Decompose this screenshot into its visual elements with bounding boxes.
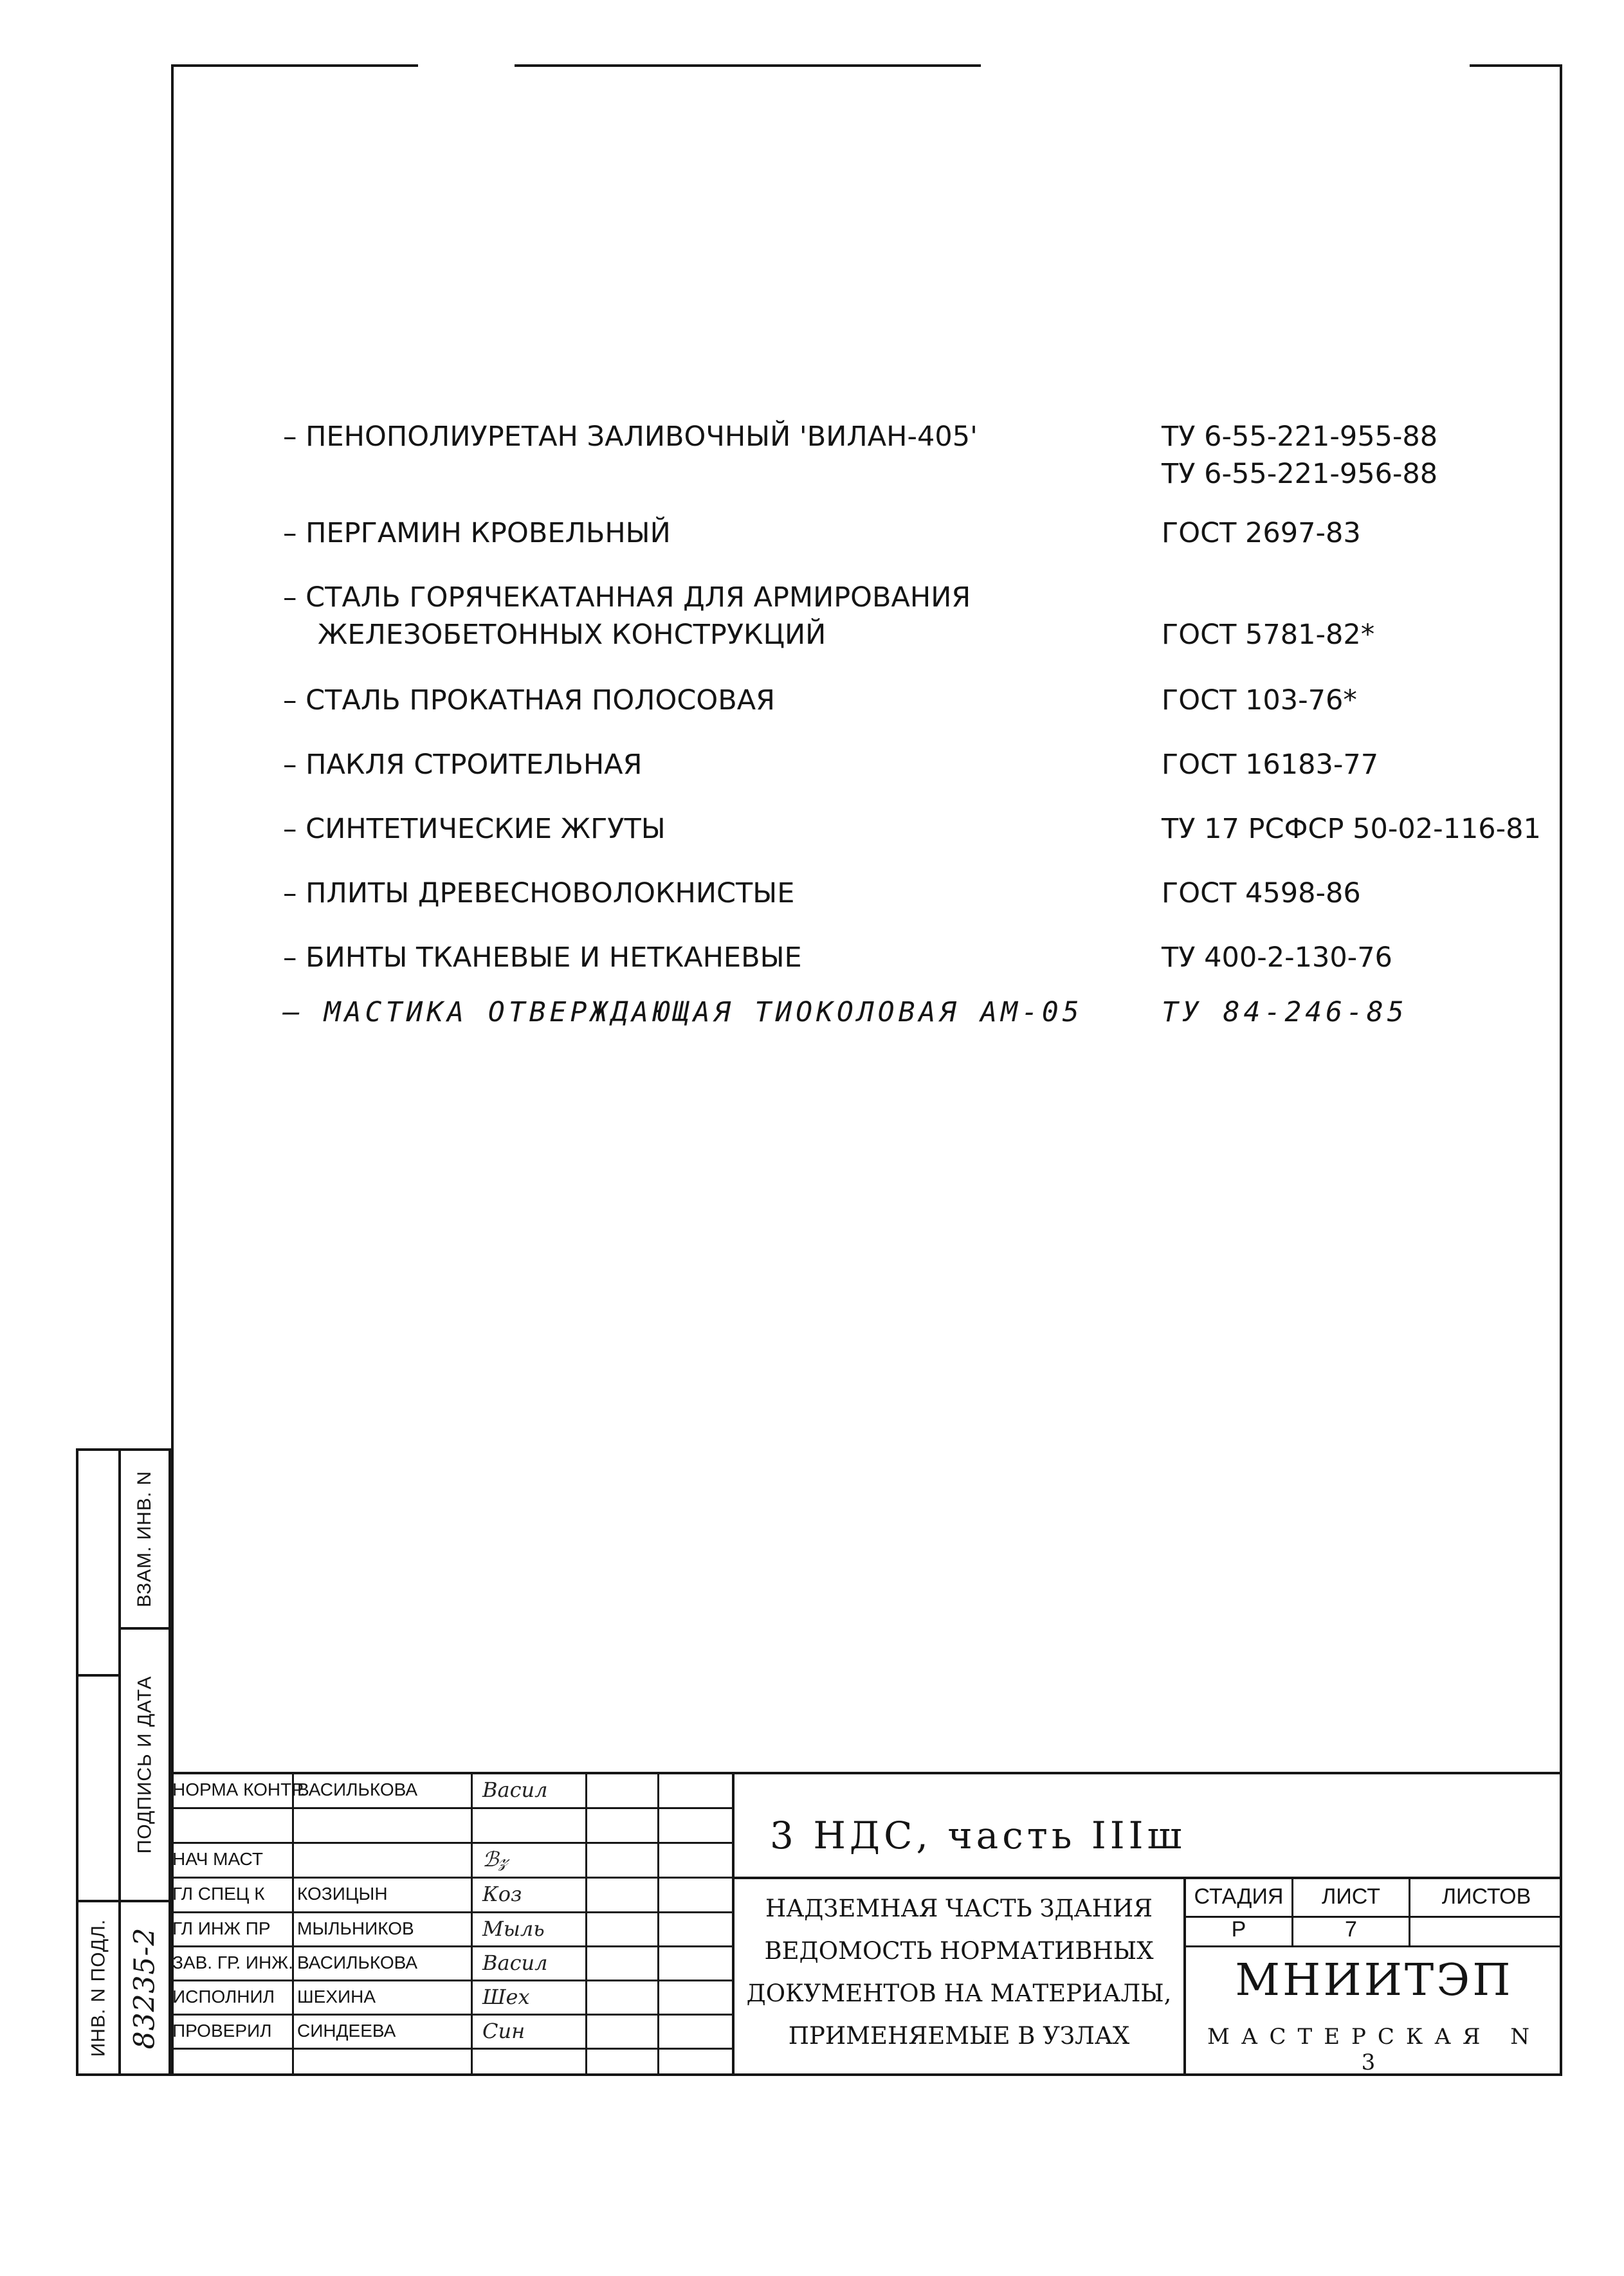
signature-name: ВАСИЛЬКОВА (297, 1780, 418, 1799)
description-line: ДОКУМЕНТОВ НА МАТЕРИАЛЫ, (746, 1980, 1172, 2007)
material-name: – СИНТЕТИЧЕСКИЕ ЖГУТЫ (283, 810, 1132, 848)
frame-gap (418, 60, 515, 69)
stamp-label: ВЗАМ. ИНВ. N (134, 1470, 156, 1608)
signature-mark: Васил (482, 1951, 548, 1975)
material-doc: ТУ 6-55-221-955-88 (1162, 421, 1438, 453)
material-name-line: ЖЕЛЕЗОБЕТОННЫХ КОНСТРУКЦИЙ (318, 619, 826, 651)
signature-mark: ℬ𝓏 (482, 1847, 509, 1871)
inv-number: 83235-2 (128, 1927, 161, 2049)
stamp-inv-number (118, 1900, 171, 2076)
organization-name: МНИИТЭП (1235, 1955, 1513, 2006)
material-docs (1162, 418, 1547, 493)
material-name-line: СТАЛЬ ГОРЯЧЕКАТАННАЯ ДЛЯ АРМИРОВАНИЯ (306, 581, 971, 614)
material-name: – МАСТИКА ОТВЕРЖДАЮЩАЯ ТИОКОЛОВАЯ АМ-05 (283, 994, 1132, 1031)
signature-role: НАЧ МАСТ (172, 1849, 263, 1869)
material-doc: ГОСТ 103-76* (1162, 684, 1357, 716)
description-line: ВЕДОМОСТЬ НОРМАТИВНЫХ (764, 1937, 1154, 1965)
material-name: – БИНТЫ ТКАНЕВЫЕ И НЕТКАНЕВЫЕ (283, 939, 1132, 976)
material-doc: ТУ 17 РСФСР 50-02-116-81 (1162, 813, 1541, 845)
description-line: НАДЗЕМНАЯ ЧАСТЬ ЗДАНИЯ (765, 1895, 1153, 1922)
material-docs (1162, 514, 1547, 552)
signature-role: ГЛ ИНЖ ПР (172, 1918, 271, 1938)
sheets-label: ЛИСТОВ (1441, 1884, 1531, 1909)
signature-role: ГЛ СПЕЦ К (172, 1884, 265, 1904)
material-name: – ПАКЛЯ СТРОИТЕЛЬНАЯ (283, 746, 1132, 783)
stamp-col-empty (76, 1448, 121, 1677)
material-docs (1162, 616, 1547, 653)
material-doc: ТУ 84-246-85 (1162, 996, 1408, 1028)
signature-name: КОЗИЦЫН (297, 1884, 388, 1904)
material-doc: ТУ 400-2-130-76 (1162, 942, 1392, 974)
material-doc: ГОСТ 5781-82* (1162, 619, 1375, 651)
signature-mark: Мыль (482, 1916, 545, 1941)
material-docs (1162, 810, 1547, 848)
sheet-label: ЛИСТ (1322, 1884, 1380, 1909)
stamp-sign-label (118, 1627, 171, 1902)
signature-mark: Син (482, 2019, 525, 2043)
signature-role: ЗАВ. ГР. ИНЖ. (172, 1953, 293, 1972)
material-name: – ПЕНОПОЛИУРЕТАН ЗАЛИВОЧНЫЙ 'ВИЛАН-405' (283, 418, 1132, 455)
signature-mark: Шех (482, 1985, 530, 2009)
stamp-label: ИНВ. N ПОДЛ. (87, 1918, 109, 2057)
signature-name: ШЕХИНА (297, 1987, 376, 2007)
signature-role: ПРОВЕРИЛ (172, 2021, 272, 2041)
frame-gap (981, 60, 1470, 69)
workshop-name: МАСТЕРСКАЯ N 3 (1207, 2024, 1542, 2075)
material-docs (1162, 994, 1547, 1031)
document-code: 3 НДС, часть IIIш (770, 1814, 1186, 1857)
material-doc: ГОСТ 16183-77 (1162, 749, 1379, 781)
sheet-value: 7 (1345, 1917, 1357, 1942)
material-doc: ТУ 6-55-221-956-88 (1162, 458, 1438, 490)
signature-mark: Коз (482, 1882, 522, 1906)
material-docs (1162, 939, 1547, 976)
material-name: – ПЛИТЫ ДРЕВЕСНОВОЛОКНИСТЫЕ (283, 875, 1132, 912)
stamp-col-empty (76, 1674, 121, 1902)
stage-value: Р (1231, 1917, 1246, 1942)
material-name: – СТАЛЬ ПРОКАТНАЯ ПОЛОСОВАЯ (283, 682, 1132, 719)
signature-role: ИСПОЛНИЛ (172, 1987, 275, 2007)
stage-label: СТАДИЯ (1194, 1884, 1284, 1909)
material-docs (1162, 746, 1547, 783)
signature-name: ВАСИЛЬКОВА (297, 1953, 418, 1972)
material-docs (1162, 682, 1547, 719)
signature-role: НОРМА КОНТР. (172, 1780, 306, 1799)
stamp-label: ПОДПИСЬ И ДАТА (134, 1675, 155, 1854)
material-name (283, 579, 1132, 653)
material-name: – ПЕРГАМИН КРОВЕЛЬНЫЙ (283, 514, 1132, 552)
material-doc: ГОСТ 4598-86 (1162, 877, 1361, 909)
document-description (734, 1888, 1183, 2057)
description-line: ПРИМЕНЯЕМЫЕ В УЗЛАХ (788, 2022, 1130, 2050)
stamp-vzam-label (118, 1448, 171, 1630)
material-doc: ГОСТ 2697-83 (1162, 517, 1361, 549)
signature-name: СИНДЕЕВА (297, 2021, 396, 2041)
signature-name: МЫЛЬНИКОВ (297, 1918, 414, 1938)
stamp-inv-label (76, 1900, 121, 2076)
title-block (169, 1772, 1562, 2076)
signature-mark: Васил (482, 1778, 548, 1802)
material-docs (1162, 875, 1547, 912)
